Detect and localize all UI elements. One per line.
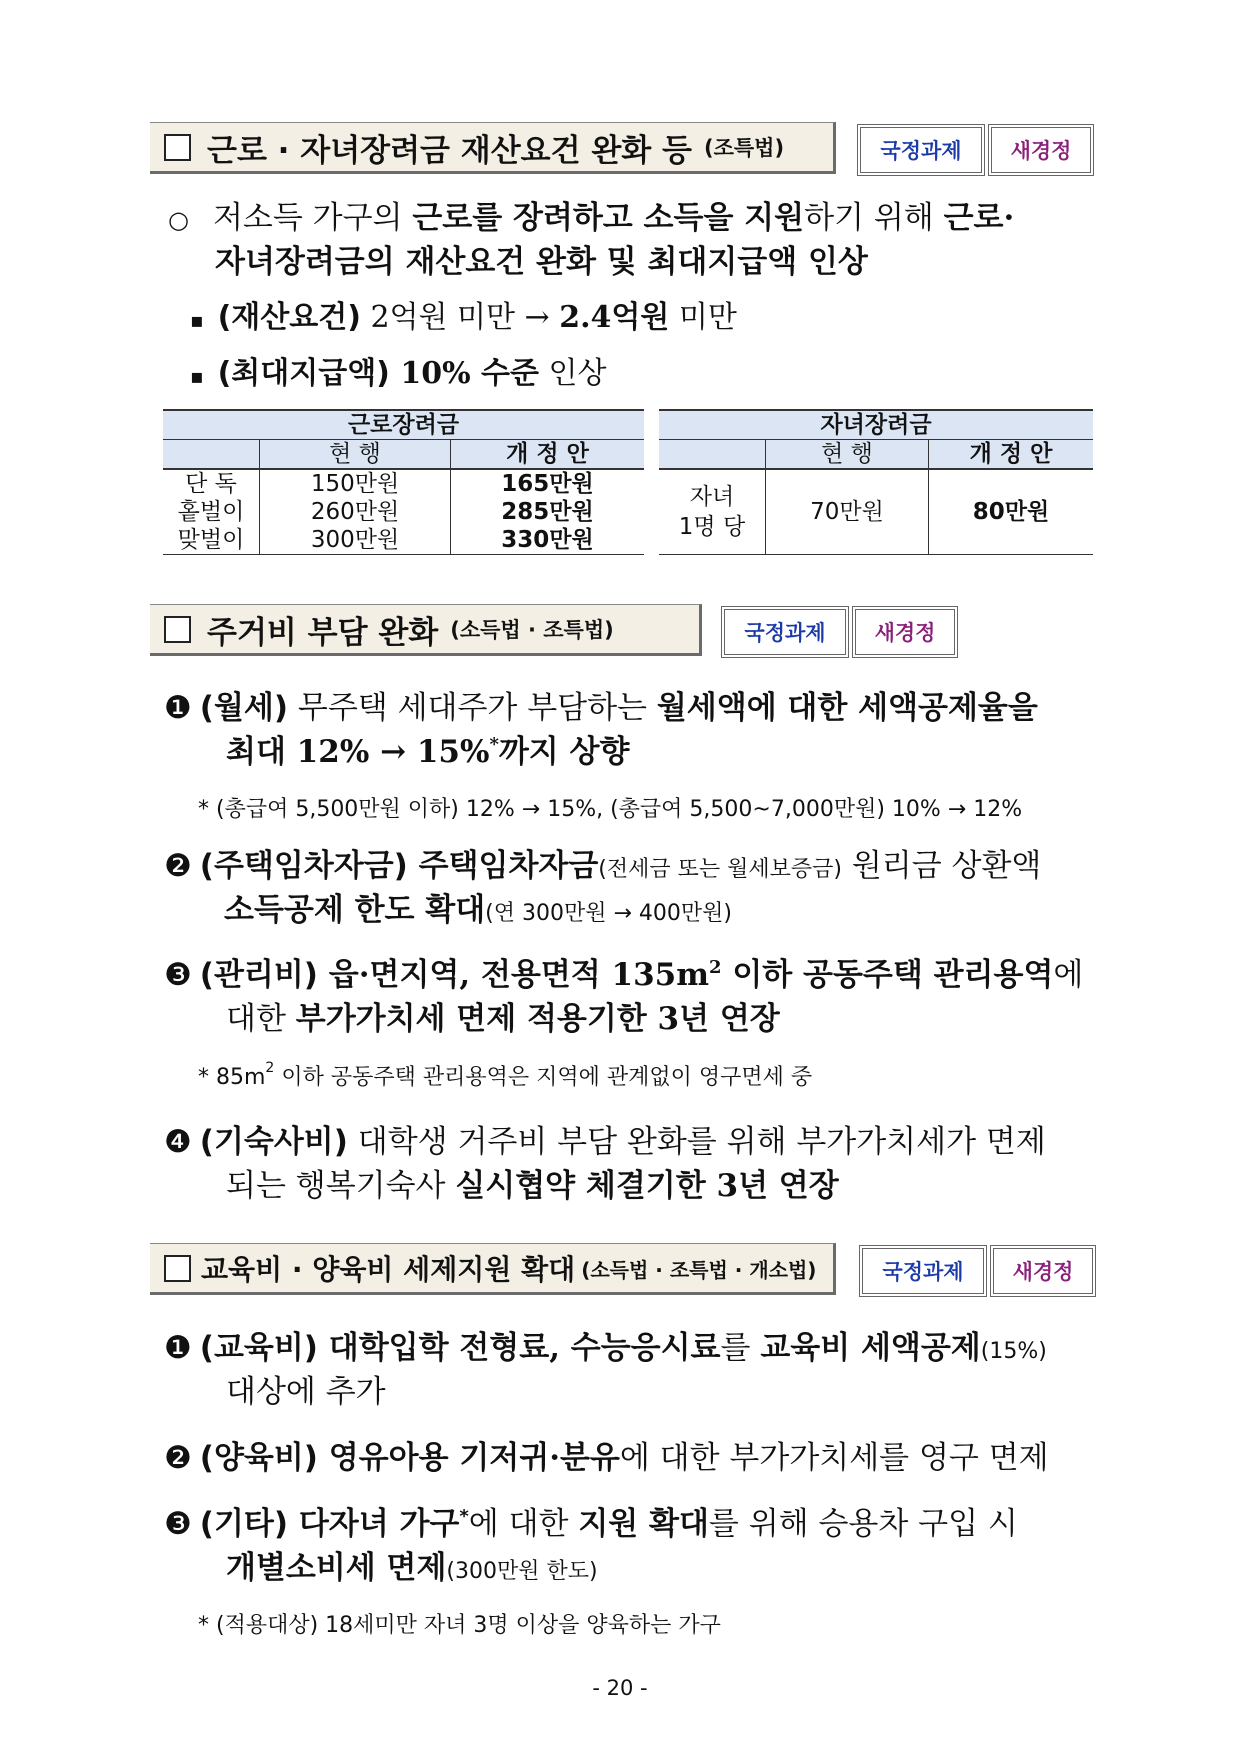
list-item: ❸ (관리비) 읍·면지역, 전용면적 $135m^2$ 이하 공동주택 관리용역에: [164, 957, 1084, 993]
list-item: ❷ (양육비) 영유아용 기저귀·분유에 대한 부가가치세를 영구 면제: [164, 1440, 1049, 1476]
page-number: - 20 -: [592, 1676, 648, 1700]
tag-new-economic-policy: 새경정: [991, 127, 1091, 173]
table-row: [659, 440, 1093, 470]
list-item: ❶ (교육비) 대학입학 전형료, 수능응시료를 교육비 세액공제(15%): [164, 1330, 1047, 1366]
list-item-cont: 개별소비세 면제(300만원 한도): [226, 1550, 598, 1586]
column-header-current: 현 행: [260, 440, 451, 470]
list-item-cont: 최대 12% → 15%*까지 상향: [226, 734, 630, 770]
table-row: [659, 469, 1093, 555]
row-label: 홑벌이: [163, 498, 260, 526]
list-item-cont: 소득공제 한도 확대(연 300만원 → 400만원): [224, 892, 732, 928]
section-title: 교육비 · 양육비 세제지원 확대: [201, 1253, 576, 1286]
table-row: [659, 410, 1093, 440]
section-header-3: [150, 1243, 836, 1295]
cell-current: 70만원: [766, 469, 929, 555]
table-row: [163, 440, 644, 470]
list-item-cont: 되는 행복기숙사 실시협약 체결기한 3년 연장: [226, 1168, 839, 1204]
row-label: 단 독: [163, 469, 260, 498]
cell-proposed: 165만원: [501, 471, 594, 497]
footnote: * $85m^2$ 이하 공동주택 관리용역은 지역에 관계없이 영구면세 중: [198, 1060, 813, 1090]
tag-new-economic-policy: 새경정: [993, 1248, 1093, 1294]
cell-current: 260만원: [260, 498, 451, 526]
tag-national-task: 국정과제: [724, 609, 846, 655]
section-law: (조특법): [703, 136, 785, 160]
checkbox-square-icon: [164, 1255, 191, 1282]
list-item-cont: 대상에 추가: [226, 1374, 386, 1410]
cell-proposed: 80만원: [929, 469, 1094, 555]
table-row: [163, 410, 644, 440]
table-row: [163, 498, 644, 526]
column-header-current: 현 행: [766, 440, 929, 470]
list-item: ▪ (최대지급액) 10% 수준 인상: [190, 356, 607, 391]
section-law: (소득법 · 조특법 · 개소법): [581, 1257, 817, 1282]
table-title: 근로장려금: [163, 410, 644, 440]
section-title: 근로 · 자녀장려금 재산요건 완화 등: [207, 132, 692, 169]
list-item-cont: 대한 부가가치세 면제 적용기한 3년 연장: [226, 1001, 780, 1037]
row-label: 맞벌이: [163, 526, 260, 555]
cell-proposed: 285만원: [501, 499, 594, 525]
footnote: * (총급여 5,500만원 이하) 12% → 15%, (총급여 5,500~7,000만원) 10% → 12%: [198, 797, 1023, 822]
tag-national-task: 국정과제: [862, 1248, 984, 1294]
tag-new-economic-policy: 새경정: [855, 609, 955, 655]
checkbox-square-icon: [164, 134, 191, 161]
section-header-2: [150, 604, 702, 656]
column-header-proposed: 개 정 안: [451, 440, 645, 470]
footnote: * (적용대상) 18세미만 자녀 3명 이상을 양육하는 가구: [198, 1613, 721, 1638]
paragraph-line: ○ 저소득 가구의 근로를 장려하고 소득을 지원하기 위해 근로·: [168, 200, 1015, 236]
list-item: ❶ (월세) 무주택 세대주가 부담하는 월세액에 대한 세액공제율을: [164, 690, 1038, 726]
cell-current: 150만원: [260, 469, 451, 498]
list-item: ❷ (주택임차자금) 주택임차자금(전세금 또는 월세보증금) 원리금 상환액: [164, 848, 1042, 884]
checkbox-square-icon: [164, 616, 191, 643]
list-item: ❹ (기숙사비) 대학생 거주비 부담 완화를 위해 부가가치세가 면제: [164, 1124, 1046, 1160]
row-label: 자녀 1명 당: [659, 469, 766, 555]
list-item: ❸ (기타) 다자녀 가구*에 대한 지원 확대를 위해 승용차 구입 시: [164, 1506, 1018, 1542]
section-header-1: [150, 122, 836, 174]
work-incentive-table: [163, 409, 644, 555]
table-title: 자녀장려금: [659, 410, 1093, 440]
section-title: 주거비 부담 완화: [207, 614, 439, 651]
paragraph-line: 자녀장려금의 재산요건 완화 및 최대지급액 인상: [215, 244, 868, 280]
column-header-proposed: 개 정 안: [929, 440, 1094, 470]
child-incentive-table: [659, 409, 1093, 555]
table-row: [163, 469, 644, 498]
cell-current: 300만원: [260, 526, 451, 555]
table-row: [163, 526, 644, 555]
tag-national-task: 국정과제: [860, 127, 982, 173]
cell-proposed: 330만원: [451, 526, 645, 555]
list-item: ▪ (재산요건) 2억원 미만 → 2.4억원 미만: [190, 300, 737, 335]
section-law: (소득법 · 조특법): [450, 618, 614, 642]
